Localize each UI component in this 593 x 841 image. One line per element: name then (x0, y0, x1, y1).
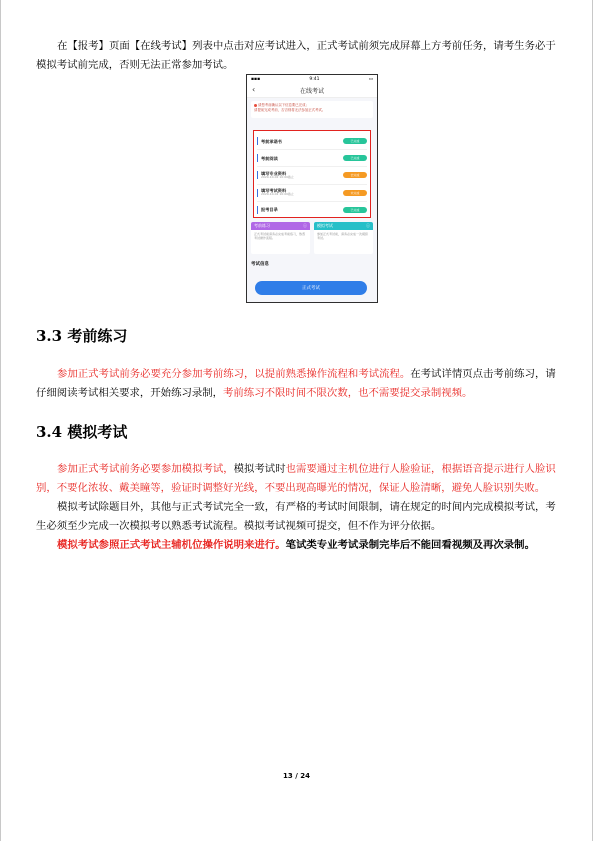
task-status-button[interactable]: 未完成 (343, 190, 367, 196)
text-black: 在考试详情页点击考前练习，请 (410, 368, 556, 380)
section-title: 模拟考试 (67, 423, 128, 441)
text-black: 仔细阅读考试相关要求，开始练习录制， (36, 387, 224, 399)
phone-title: 在线考试 (299, 87, 324, 95)
section-3-4-paragraph-3 (36, 536, 560, 555)
mock-exam-card[interactable] (314, 222, 373, 254)
formal-exam-button[interactable]: 正式考试 (255, 281, 367, 295)
task-name: 填写考试资料 (261, 188, 287, 194)
section-number: 3.3 (36, 327, 63, 345)
task-status-button[interactable]: 去完成 (343, 172, 367, 178)
section-3-4-paragraph-1 (36, 460, 560, 498)
intro-paragraph (36, 37, 560, 75)
text-red-bold: 模拟考试参照正式考试主辅机位操作说明来进行。 (57, 539, 286, 551)
phone-status-bar (247, 75, 377, 83)
notice-line-1: 请您考前确认以下信息要已完成； (258, 103, 309, 107)
page-number: 13 / 24 (283, 772, 310, 780)
card-title: 模拟考试 (317, 223, 333, 228)
task-name: 考前承诺书 (261, 138, 282, 144)
text-red: 参加正式考试前务必要参加模拟考试， (57, 463, 234, 475)
card-body: 正式考试前请务必完成考前练习，熟悉考试操作流程。 (254, 232, 306, 240)
text-black: 生必须至少完成一次模拟考以熟悉考试流程。模拟考试视频可提交，但不作为评分依据。 (36, 520, 442, 532)
task-row[interactable] (257, 150, 367, 167)
task-name: 考前阅读 (261, 155, 278, 161)
section-title: 考前练习 (67, 327, 128, 345)
signal-icon: ▪▪▪ (251, 76, 261, 82)
task-row[interactable] (257, 202, 367, 218)
text-red: 参加正式考试前务必要充分参加考前练习，以提前熟悉操作流程和考试流程。 (57, 368, 411, 380)
section-number: 3.4 (36, 423, 63, 441)
task-row[interactable] (257, 133, 367, 150)
phone-time: 9:41 (309, 76, 320, 82)
phone-notice (251, 101, 373, 118)
task-row[interactable] (257, 167, 367, 184)
alert-dot-icon (254, 104, 257, 107)
card-title: 考前练习 (254, 223, 270, 228)
text-black: 模拟考试除题目外，其他与正式考试完全一致，有严格的考试时间限制，请在规定的时间内完成模拟考试，考 (57, 501, 556, 513)
pre-exam-task-list (253, 130, 371, 218)
phone-screenshot (246, 74, 378, 303)
card-body: 参加正式考试前，请务必完成一次模拟考试。 (317, 232, 369, 240)
section-3-3-paragraph (36, 365, 560, 403)
phone-nav-bar (247, 83, 377, 98)
task-status-button[interactable]: 已完成 (343, 138, 367, 144)
practice-cards (251, 222, 373, 254)
info-icon: ⓘ (303, 223, 307, 228)
task-status-button[interactable]: 已完成 (343, 155, 367, 161)
intro-text-2: 模拟考试前完成，否则无法正常参加考试。 (36, 59, 234, 71)
notice-line-2: 请提前完成考前，否否则将无法参加正式考试。 (254, 108, 326, 112)
battery-icon: ▭ (368, 76, 373, 82)
back-arrow-icon[interactable]: ‹ (252, 85, 256, 94)
task-deadline: 2020-10-02 10:00截止 (261, 192, 295, 197)
section-3-4-paragraph-2 (36, 498, 560, 536)
info-icon: ⓘ (366, 223, 370, 228)
intro-text-1: 在【报考】页面【在线考试】列表中点击对应考试进入，正式考试前须完成屏幕上方考前任务，请考生务必于 (57, 40, 556, 52)
practice-card[interactable] (251, 222, 310, 254)
text-red: 别，不要化浓妆、戴美瞳等，验证时调整好光线，不要出现高曝光的情况，保证人脸清晰，避免人脸识别失败。 (36, 482, 546, 494)
section-heading-3-4 (36, 421, 127, 442)
exam-info-label: 考试信息 (251, 262, 269, 267)
text-black: 模拟考试时 (233, 463, 286, 475)
task-deadline: 2020-10-02 10:00截止 (261, 175, 295, 180)
text-red: 考前练习不限时间不限次数，也不需要提交录制视频。 (223, 387, 473, 399)
task-name: 填写专业资料 (261, 171, 287, 177)
task-name: 报考目录 (261, 207, 278, 213)
task-row[interactable] (257, 185, 367, 202)
text-black-bold: 笔试类专业考试录制完毕后不能回看视频及再次录制。 (285, 539, 535, 551)
task-status-button[interactable]: 已完成 (343, 207, 367, 213)
text-red: 也需要通过主机位进行人脸验证，根据语音提示进行人脸识 (285, 463, 556, 475)
section-heading-3-3 (36, 325, 127, 346)
page-border-left (0, 0, 1, 841)
